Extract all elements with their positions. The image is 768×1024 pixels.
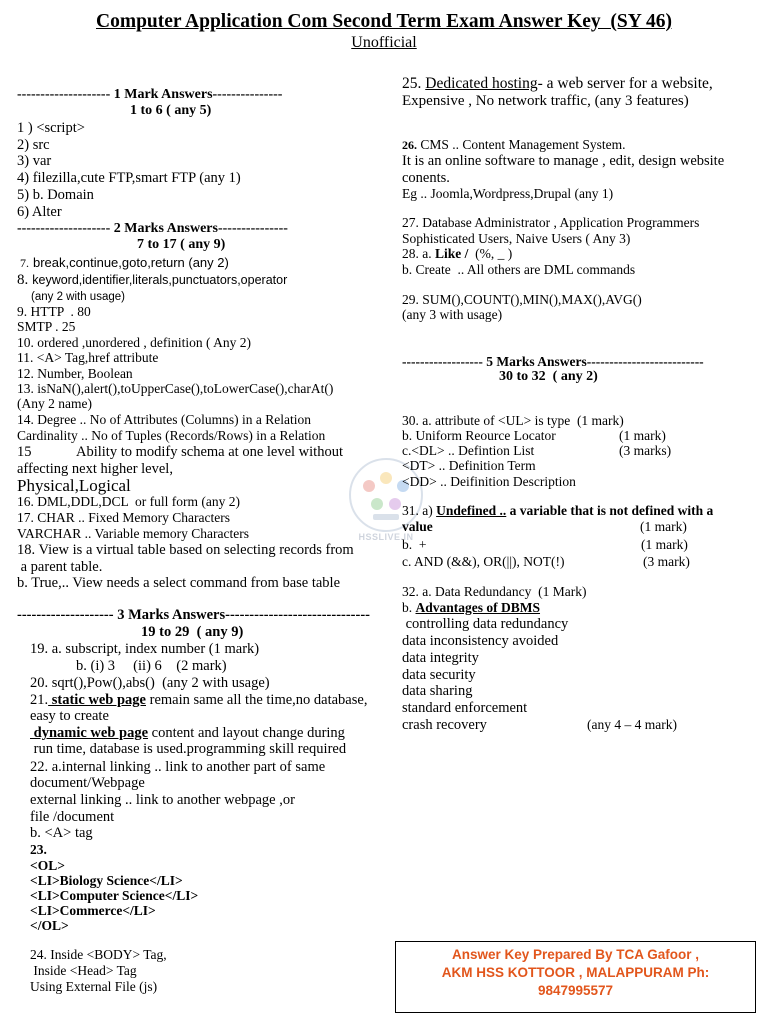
answer-22-line-5: b. <A> tag: [30, 825, 93, 841]
answer-25-text: - a web server for a website,: [537, 75, 713, 92]
answer-24-line-1: 24. Inside <BODY> Tag,: [30, 947, 167, 962]
answer-21-number: 21.: [30, 692, 49, 708]
answer-32-a: 32. a. Data Redundancy (1 Mark): [402, 584, 587, 599]
answer-31-prefix: 31. a): [402, 503, 437, 518]
answer-8-note: (any 2 with usage): [31, 291, 125, 303]
answer-16: 16. DML,DDL,DCL or full form (any 2): [17, 494, 240, 509]
answer-22-line-3: external linking .. link to another webpage ,or: [30, 792, 295, 808]
answer-14-line-2: Cardinality .. No of Tuples (Records/Rows) in a Relation: [17, 428, 326, 443]
answer-28-term: Like /: [435, 246, 469, 261]
answer-24-line-2: Inside <Head> Tag: [30, 963, 137, 978]
answer-23-code-line-1: <OL>: [30, 858, 65, 873]
answer-17-line-2: VARCHAR .. Variable memory Characters: [17, 526, 249, 541]
answer-23-code-line-2: <LI>Biology Science</LI>: [30, 873, 183, 888]
answer-21-text-2: content and layout change during: [148, 725, 345, 741]
answer-31-line-2: value: [402, 519, 433, 534]
answer-11: 11. <A> Tag,href attribute: [17, 350, 159, 365]
answer-15-number: 15: [17, 444, 32, 460]
answer-31-b: b. +: [402, 537, 427, 552]
credit-line-2: AKM HSS KOTTOOR , MALAPPURAM Ph:: [441, 965, 710, 980]
answer-9-line-1: 9. HTTP . 80: [17, 304, 91, 319]
answer-32-item: data sharing: [402, 683, 473, 699]
answer-28-text: (%, _ ): [468, 246, 513, 261]
answer-30-c: c.<DL> .. Defintion List: [402, 443, 535, 458]
answer-28-prefix: 28. a.: [402, 246, 435, 261]
answer-32-item: controlling data redundancy: [402, 616, 569, 632]
answer-25-number: 25.: [402, 75, 426, 92]
section-heading-2-marks: -------------------- 2 Marks Answers---------------: [17, 221, 288, 236]
section-heading-3-marks: -------------------- 3 Marks Answers------------------------------: [17, 607, 370, 623]
answer-18-line-3: b. True,.. View needs a select command from base table: [17, 575, 341, 591]
answer-19-line-2: b. (i) 3 (ii) 6 (2 mark): [76, 658, 227, 674]
answer-31-c-mark: (3 mark): [643, 554, 690, 569]
answer-27-line-2: Sophisticated Users, Naive Users ( Any 3): [402, 231, 631, 246]
credit-line-3: 9847995577: [537, 983, 614, 998]
answer-14-line-1: 14. Degree .. No of Attributes (Columns) in a Relation: [17, 412, 311, 427]
answer-23-code-line-3: <LI>Computer Science</LI>: [30, 888, 199, 903]
answer-29-line-2: (any 3 with usage): [402, 307, 503, 322]
answer-2: 2) src: [17, 137, 50, 153]
answer-25-line-2: Expensive , No network traffic, (any 3 features): [402, 93, 689, 109]
section-range-5-marks: 30 to 32 ( any 2): [499, 369, 598, 384]
answer-13-line-2: (Any 2 name): [17, 396, 92, 411]
answer-31-c: c. AND (&&), OR(||), NOT(!): [402, 554, 565, 569]
answer-10: 10. ordered ,unordered , definition ( Any 2): [17, 335, 251, 350]
answer-15-line-1: Ability to modify schema at one level without: [76, 444, 343, 460]
answer-3: 3) var: [17, 153, 52, 169]
answer-32-item: standard enforcement: [402, 700, 528, 716]
answer-15-line-2: affecting next higher level,: [17, 461, 173, 477]
answer-31-text: a variable that is not defined with a: [506, 503, 714, 518]
answer-26-line-4: Eg .. Joomla,Wordpress,Drupal (any 1): [402, 186, 614, 201]
answer-32-item: data integrity: [402, 650, 479, 666]
answer-32-b-prefix: b.: [402, 600, 416, 615]
watermark-text: HSSLIVE.IN: [358, 532, 414, 542]
answer-25-term: Dedicated hosting: [425, 75, 538, 92]
answer-5: 5) b. Domain: [17, 187, 94, 203]
answer-30-c-mark: (3 marks): [619, 443, 672, 458]
answer-18-line-2: a parent table.: [17, 559, 103, 575]
answer-23-number: 23.: [30, 842, 47, 857]
page-subtitle: Unofficial: [351, 34, 417, 51]
answer-32-item: data security: [402, 667, 476, 683]
answer-32-note: (any 4 – 4 mark): [587, 717, 677, 732]
answer-22-line-2: document/Webpage: [30, 775, 145, 791]
answer-26-line-3: conents.: [402, 170, 450, 186]
answer-23-code-line-5: </OL>: [30, 918, 69, 933]
answer-22-line-4: file /document: [30, 809, 115, 825]
section-range-1-mark: 1 to 6 ( any 5): [130, 103, 212, 118]
section-range-2-marks: 7 to 17 ( any 9): [137, 237, 226, 252]
answer-19-line-1: 19. a. subscript, index number (1 mark): [30, 641, 260, 657]
answer-21-line-4: run time, database is used.programming skill required: [30, 741, 347, 757]
answer-8: [17, 271, 287, 289]
answer-23-code-line-4: <LI>Commerce</LI>: [30, 903, 156, 918]
page-title: Computer Application Com Second Term Exam Answer Key (SY 46): [96, 11, 672, 32]
section-heading-1-mark: -------------------- 1 Mark Answers---------------: [17, 87, 283, 102]
answer-26-number: 26.: [402, 138, 417, 152]
answer-8-number: 8.: [17, 272, 29, 288]
answer-6: 6) Alter: [17, 204, 62, 220]
section-heading-5-marks: ------------------ 5 Marks Answers--------------------------: [402, 354, 704, 369]
answer-17-line-1: 17. CHAR .. Fixed Memory Characters: [17, 510, 230, 525]
credit-line-1: Answer Key Prepared By TCA Gafoor ,: [451, 947, 700, 962]
answer-7-text: break,continue,goto,return (any 2): [33, 255, 229, 270]
answer-30-b: b. Uniform Reource Locator: [402, 428, 556, 443]
answer-18-line-1: 18. View is a virtual table based on selecting records from: [17, 542, 354, 558]
credit-box: [395, 941, 756, 1013]
answer-4: 4) filezilla,cute FTP,smart FTP (any 1): [17, 170, 241, 186]
answer-30-dt: <DT> .. Definition Term: [402, 458, 536, 473]
answer-7: [20, 254, 229, 272]
answer-7-number: 7.: [20, 256, 29, 270]
answer-32-item: data inconsistency avoided: [402, 633, 559, 649]
answer-26-text: CMS .. Content Management System.: [417, 137, 626, 152]
section-range-3-marks: 19 to 29 ( any 9): [141, 624, 244, 640]
answer-27-line-1: 27. Database Administrator , Application Programmers: [402, 215, 700, 230]
answer-9-line-2: SMTP . 25: [17, 319, 76, 334]
answer-31-b-mark: (1 mark): [641, 537, 688, 552]
answer-12: 12. Number, Boolean: [17, 366, 133, 381]
answer-13-line-1: 13. isNaN(),alert(),toUpperCase(),toLowerCase(),charAt(): [17, 381, 334, 396]
answer-25-line-1: [402, 75, 713, 93]
answer-29-line-1: 29. SUM(),COUNT(),MIN(),MAX(),AVG(): [402, 292, 642, 307]
answer-30-a: 30. a. attribute of <UL> is type (1 mark): [402, 413, 624, 428]
answer-24-line-3: Using External File (js): [30, 979, 158, 994]
answer-21-term-static: static web page: [48, 692, 146, 708]
answer-20: 20. sqrt(),Pow(),abs() (any 2 with usage): [30, 675, 270, 691]
answer-21-term-dynamic: dynamic web page: [30, 725, 149, 741]
answer-21-line-2: easy to create: [30, 708, 109, 724]
answer-28-line-2: b. Create .. All others are DML commands: [402, 262, 636, 277]
answer-30-dd: <DD> .. Deifinition Description: [402, 474, 576, 489]
answer-31-a-mark: (1 mark): [640, 519, 687, 534]
answer-32-item: crash recovery: [402, 717, 487, 733]
answer-22-line-1: 22. a.internal linking .. link to another part of same: [30, 759, 326, 775]
answer-1: 1 ) <script>: [17, 120, 85, 136]
answer-8-text: keyword,identifier,literals,punctuators,operator: [32, 273, 288, 287]
answer-15-line-3: Physical,Logical: [17, 476, 131, 495]
answer-26-line-2: It is an online software to manage , edit, design website: [402, 153, 725, 169]
answer-32-b-term: Advantages of DBMS: [415, 600, 541, 615]
answer-30-b-mark: (1 mark): [619, 428, 666, 443]
answer-31-term: Undefined ..: [436, 503, 507, 518]
answer-21-text-1: remain same all the time,no database,: [146, 692, 368, 708]
